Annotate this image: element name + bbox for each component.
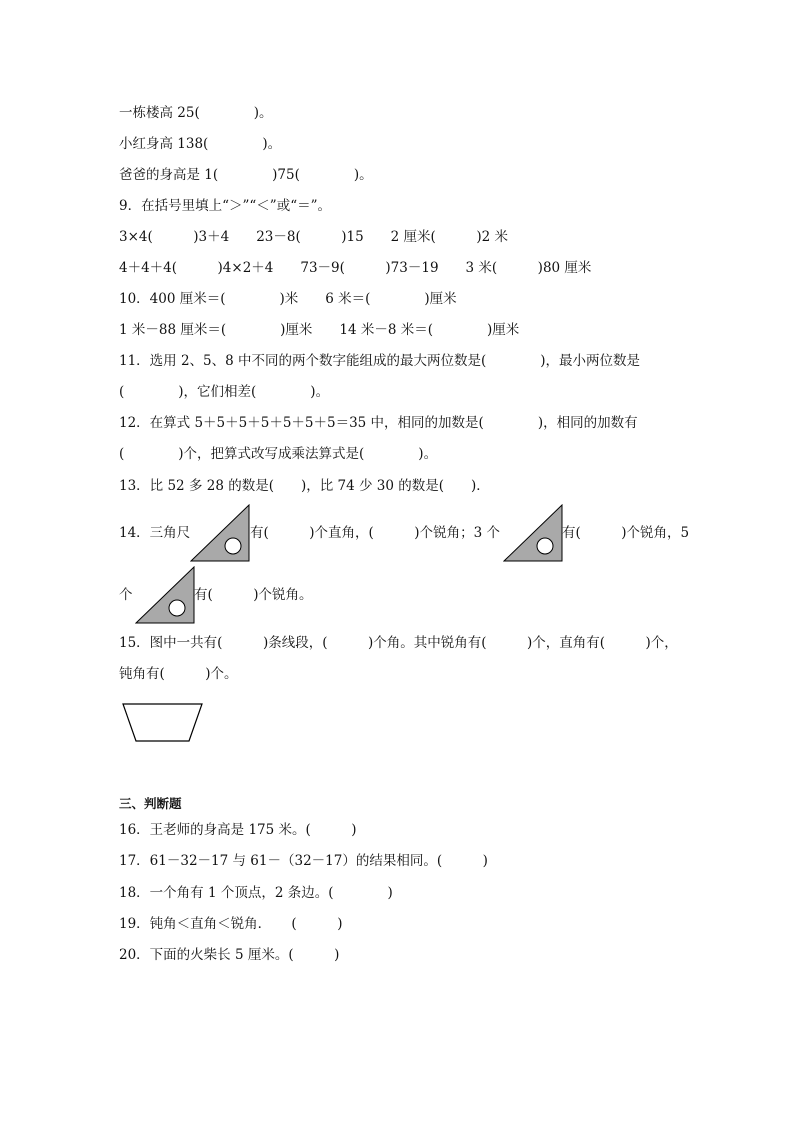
question-12-row-2: ( )个，把算式改写成乘法算式是( )。 <box>119 446 438 462</box>
set-square-icon <box>503 504 563 562</box>
set-square-icon <box>190 504 250 562</box>
question-14-row-2-text: 有( )个锐角。 <box>194 587 313 603</box>
section-heading-judgement: 三、判断题 <box>119 796 182 811</box>
question-16: 16．王老师的身高是 175 米。( ) <box>119 822 357 838</box>
question-11-row-1: 11．选用 2、5、8 中不同的两个数字能组成的最大两位数是( )，最小两位数是 <box>119 353 641 369</box>
question-9-row-2: 4＋4＋4( )4×2＋4 73－9( )73－19 3 米( )80 厘米 <box>119 260 592 276</box>
question-20: 20．下面的火柴长 5 厘米。( ) <box>119 947 340 963</box>
blank-line-building-height: 一栋楼高 25( )。 <box>119 105 273 121</box>
question-9: 9．在括号里填上“＞”“＜”或“＝”。 <box>119 198 331 214</box>
question-10-row-1: 10．400 厘米＝( )米 6 米＝( )厘米 <box>119 291 457 307</box>
question-14-label: 14．三角尺 <box>119 525 191 541</box>
question-14-text-b: 有( )个锐角，5 <box>562 525 690 541</box>
question-19: 19．钝角＜直角＜锐角． ( ) <box>119 916 343 932</box>
question-15-row-1: 15．图中一共有( )条线段，( )个角。其中锐角有( )个，直角有( )个， <box>119 635 678 651</box>
question-12-row-1: 12．在算式 5＋5＋5＋5＋5＋5＋5＝35 中，相同的加数是( )，相同的加数有 <box>119 415 638 431</box>
question-11-row-2: ( )，它们相差( )。 <box>119 384 330 400</box>
question-13: 13．比 52 多 28 的数是( )，比 74 少 30 的数是( )． <box>119 478 490 494</box>
blank-line-xiaohong-height: 小红身高 138( )。 <box>119 136 282 152</box>
trapezoid-figure <box>122 703 204 743</box>
question-14-text-a: 有( )个直角，( )个锐角；3 个 <box>250 525 500 541</box>
question-15-row-2: 钝角有( )个。 <box>119 666 238 682</box>
question-14-row-2-prefix: 个 <box>119 587 133 603</box>
question-9-row-1: 3×4( )3＋4 23－8( )15 2 厘米( )2 米 <box>119 229 508 245</box>
question-17: 17．61－32－17 与 61－（32－17）的结果相同。( ) <box>119 853 488 869</box>
blank-line-father-height: 爸爸的身高是 1( )75( )。 <box>119 167 373 183</box>
question-10-row-2: 1 米－88 厘米＝( )厘米 14 米－8 米＝( )厘米 <box>119 322 520 338</box>
set-square-icon <box>135 566 195 624</box>
question-18: 18．一个角有 1 个顶点，2 条边。( ) <box>119 885 393 901</box>
